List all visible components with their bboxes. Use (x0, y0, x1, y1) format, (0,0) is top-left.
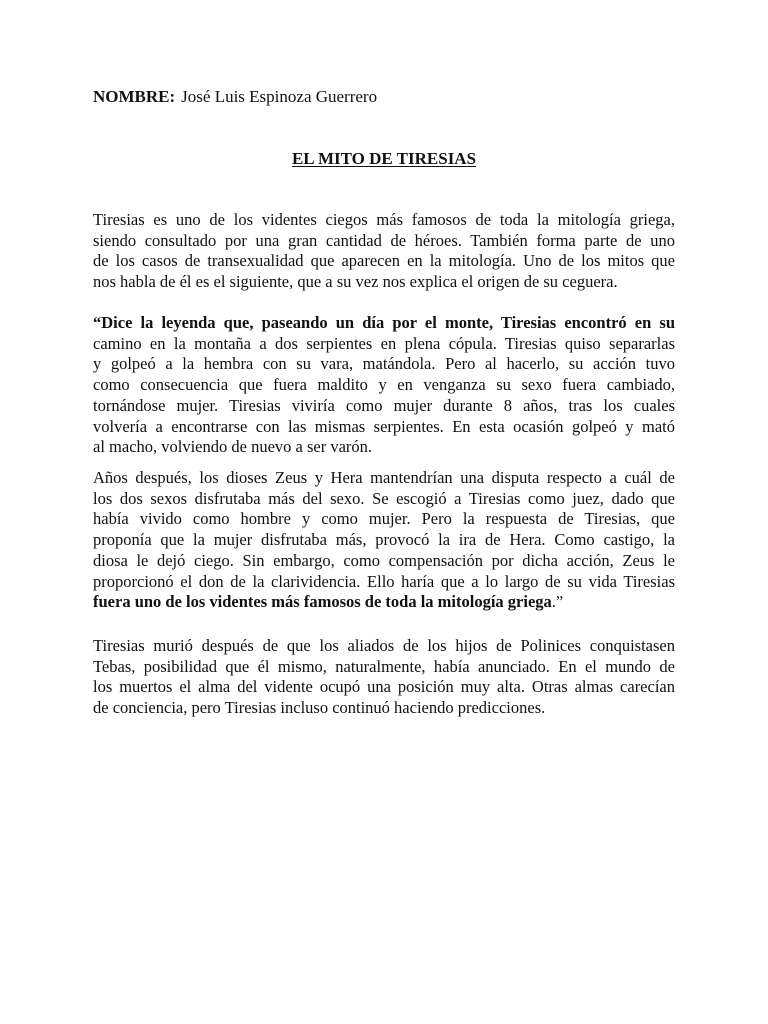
paragraph-line-mixed (93, 592, 675, 613)
paragraph-line: tornándose mujer. Tiresias viviría como mujer durante 8 años, tras los cuales (93, 395, 675, 415)
paragraph-line: diosa le dejó ciego. Sin embargo, como compensación por dicha acción, Zeus le (93, 550, 675, 570)
document-title: EL MITO DE TIRESIAS (291, 149, 477, 168)
paragraph-line: y golpeó a la hembra con su vara, matándola. Pero al hacerlo, su acción tuvo (93, 354, 675, 374)
paragraph-line: volvería a encontrarse con las mismas serpientes. En esta ocasión golpeó y mató (93, 416, 675, 436)
paragraph-line: Tebas, posibilidad que él mismo, naturalmente, había anunciado. En el mundo de (93, 656, 675, 676)
paragraph-line: proponía que la mujer disfrutaba más, provocó la ira de Hera. Como castigo, la (93, 530, 675, 550)
paragraph-line: había vivido como hombre y como mujer. Pero la respuesta de Tiresias, que (93, 509, 675, 529)
paragraph-line: nos habla de él es el siguiente, que a su vez nos explica el origen de su ceguera. (93, 272, 618, 292)
paragraph-line: al macho, volviendo de nuevo a ser varón. (93, 437, 373, 457)
paragraph-legend (93, 313, 675, 458)
paragraph-line: como consecuencia que fuera maldito y en venganza su sexo fuera cambiado, (93, 375, 675, 395)
paragraph-line: los muertos el alma del vidente ocupó una posición muy alta. Otras almas carecían (93, 677, 675, 697)
paragraph-line: proporcionó el don de la clarividencia. Ello haría que a lo largo de su vida Tiresias (93, 571, 675, 591)
paragraph-line: Tiresias murió después de que los aliados de los hijos de Polinices conquistasen (93, 636, 675, 655)
paragraph-line-bold: “Dice la leyenda que, paseando un día por el monte, Tiresias encontró en su (93, 313, 675, 332)
paragraph-line: los dos sexos disfrutaba más del sexo. Se escogió a Tiresias como juez, dado que (93, 488, 675, 508)
author-line (93, 86, 377, 108)
paragraph-line: camino en la montaña a dos serpientes en plena cópula. Tiresias quiso separarlas (93, 333, 675, 353)
paragraph-intro (93, 210, 675, 293)
name-value: José Luis Espinoza Guerrero (181, 87, 378, 106)
quote-end-mark: .” (551, 592, 564, 612)
paragraph-line: siendo consultado por una gran cantidad de héroes. También forma parte de uno (93, 230, 675, 250)
paragraph-zeus-hera (93, 468, 675, 613)
paragraph-line: de los casos de transexualidad que aparecen en la mitología. Uno de los mitos que (93, 251, 675, 271)
name-label: NOMBRE: (93, 87, 176, 106)
paragraph-line: de conciencia, pero Tiresias incluso continuó haciendo predicciones. (93, 698, 546, 718)
paragraph-death (93, 636, 675, 719)
paragraph-line: Años después, los dioses Zeus y Hera mantendrían una disputa respecto a cuál de (93, 468, 675, 487)
paragraph-line: Tiresias es uno de los videntes ciegos más famosos de toda la mitología griega, (93, 210, 675, 229)
quote-end-bold: fuera uno de los videntes más famosos de toda la mitología griega (93, 592, 552, 612)
